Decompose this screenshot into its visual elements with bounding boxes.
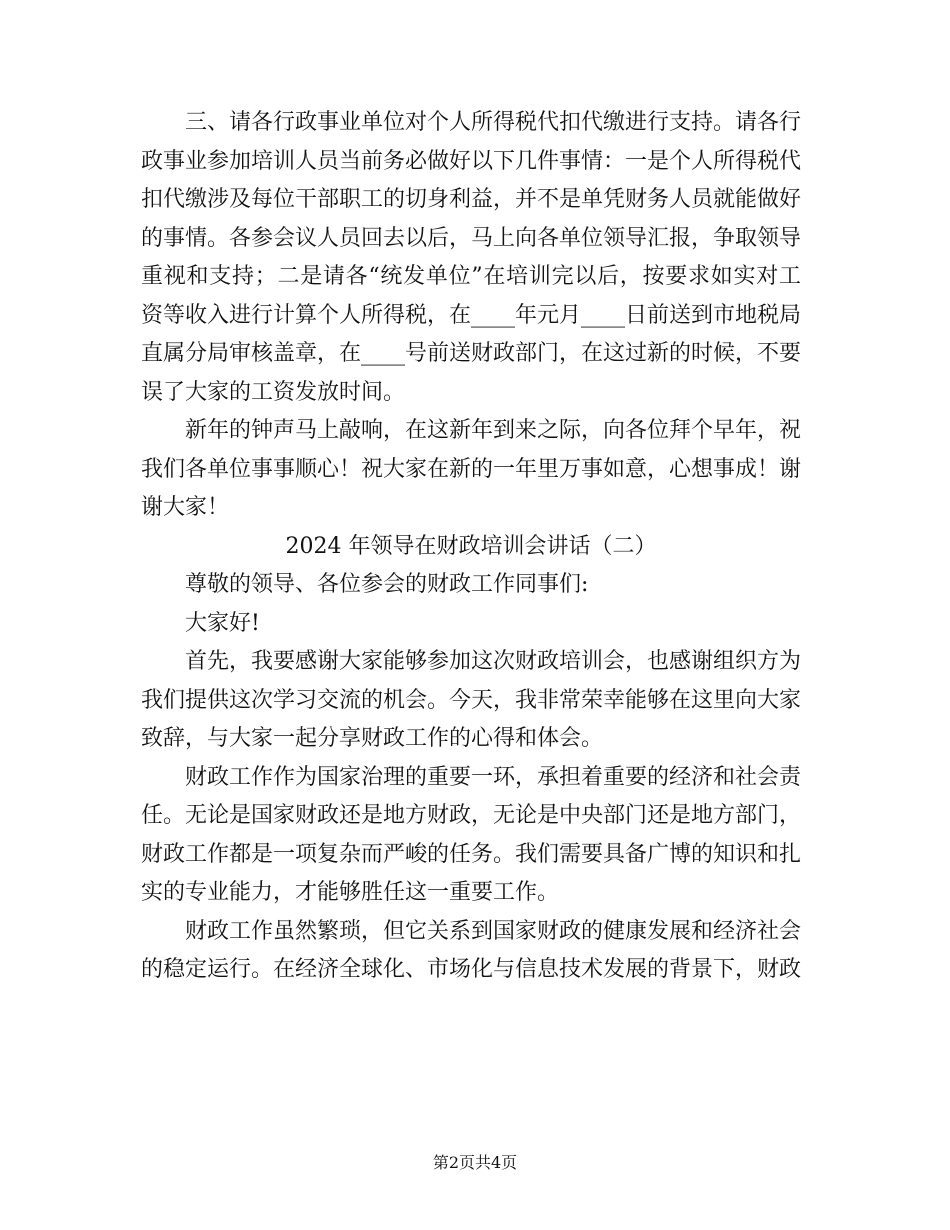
paragraph-new-year-wishes: 新年的钟声马上敲响，在这新年到来之际，向各位拜个早年，祝我们各单位事事顺心！祝大家在新的一年里万事如意，心想事成！谢谢大家！ (141, 418, 802, 520)
section-title: 2024 年领导在财政培训会讲话（二） (285, 533, 657, 559)
document-body (141, 104, 801, 990)
paragraph-salutation: 尊敬的领导、各位参会的财政工作同事们: (185, 572, 589, 597)
paragraph-finance-importance: 财政工作虽然繁琐，但它关系到国家财政的健康发展和经济社会的稳定运行。在经济全球化、市场化与信息技术发展的背景下，财政 (141, 918, 802, 982)
paragraph-tax-support: 三、请各行政事业单位对个人所得税代扣代缴进行支持。请各行政事业参加培训人员当前务必做好以下几件事情：一是个人所得税代扣代缴涉及每位干部职工的切身利益，并不是单凭财务人员就能做好的事情。各参会议人员回去以后，马上向各单位领导汇报，争取领导重视和支持；二是请各“统发单位”在培训完以后，按要求如实对工资等收入进行计算个人所得税，在____年元月____日前送到市地税局直属分局审核盖章，在____号前送财政部门，在这过新的时候，不要误了大家的工资发放时间。 (141, 110, 802, 405)
paragraph-finance-role: 财政工作作为国家治理的重要一环，承担着重要的经济和社会责任。无论是国家财政还是地方财政，无论是中央部门还是地方部门，财政工作都是一项复杂而严峻的任务。我们需要具备广博的知识和扎实的专业能力，才能够胜任这一重要工作。 (141, 764, 802, 905)
paragraph-thanks: 首先，我要感谢大家能够参加这次财政培训会，也感谢组织方为我们提供这次学习交流的机会。今天，我非常荣幸能够在这里向大家致辞，与大家一起分享财政工作的心得和体会。 (141, 649, 802, 751)
paragraph-greeting: 大家好! (185, 610, 260, 636)
page-number: 第2页共4页 (432, 1153, 518, 1172)
